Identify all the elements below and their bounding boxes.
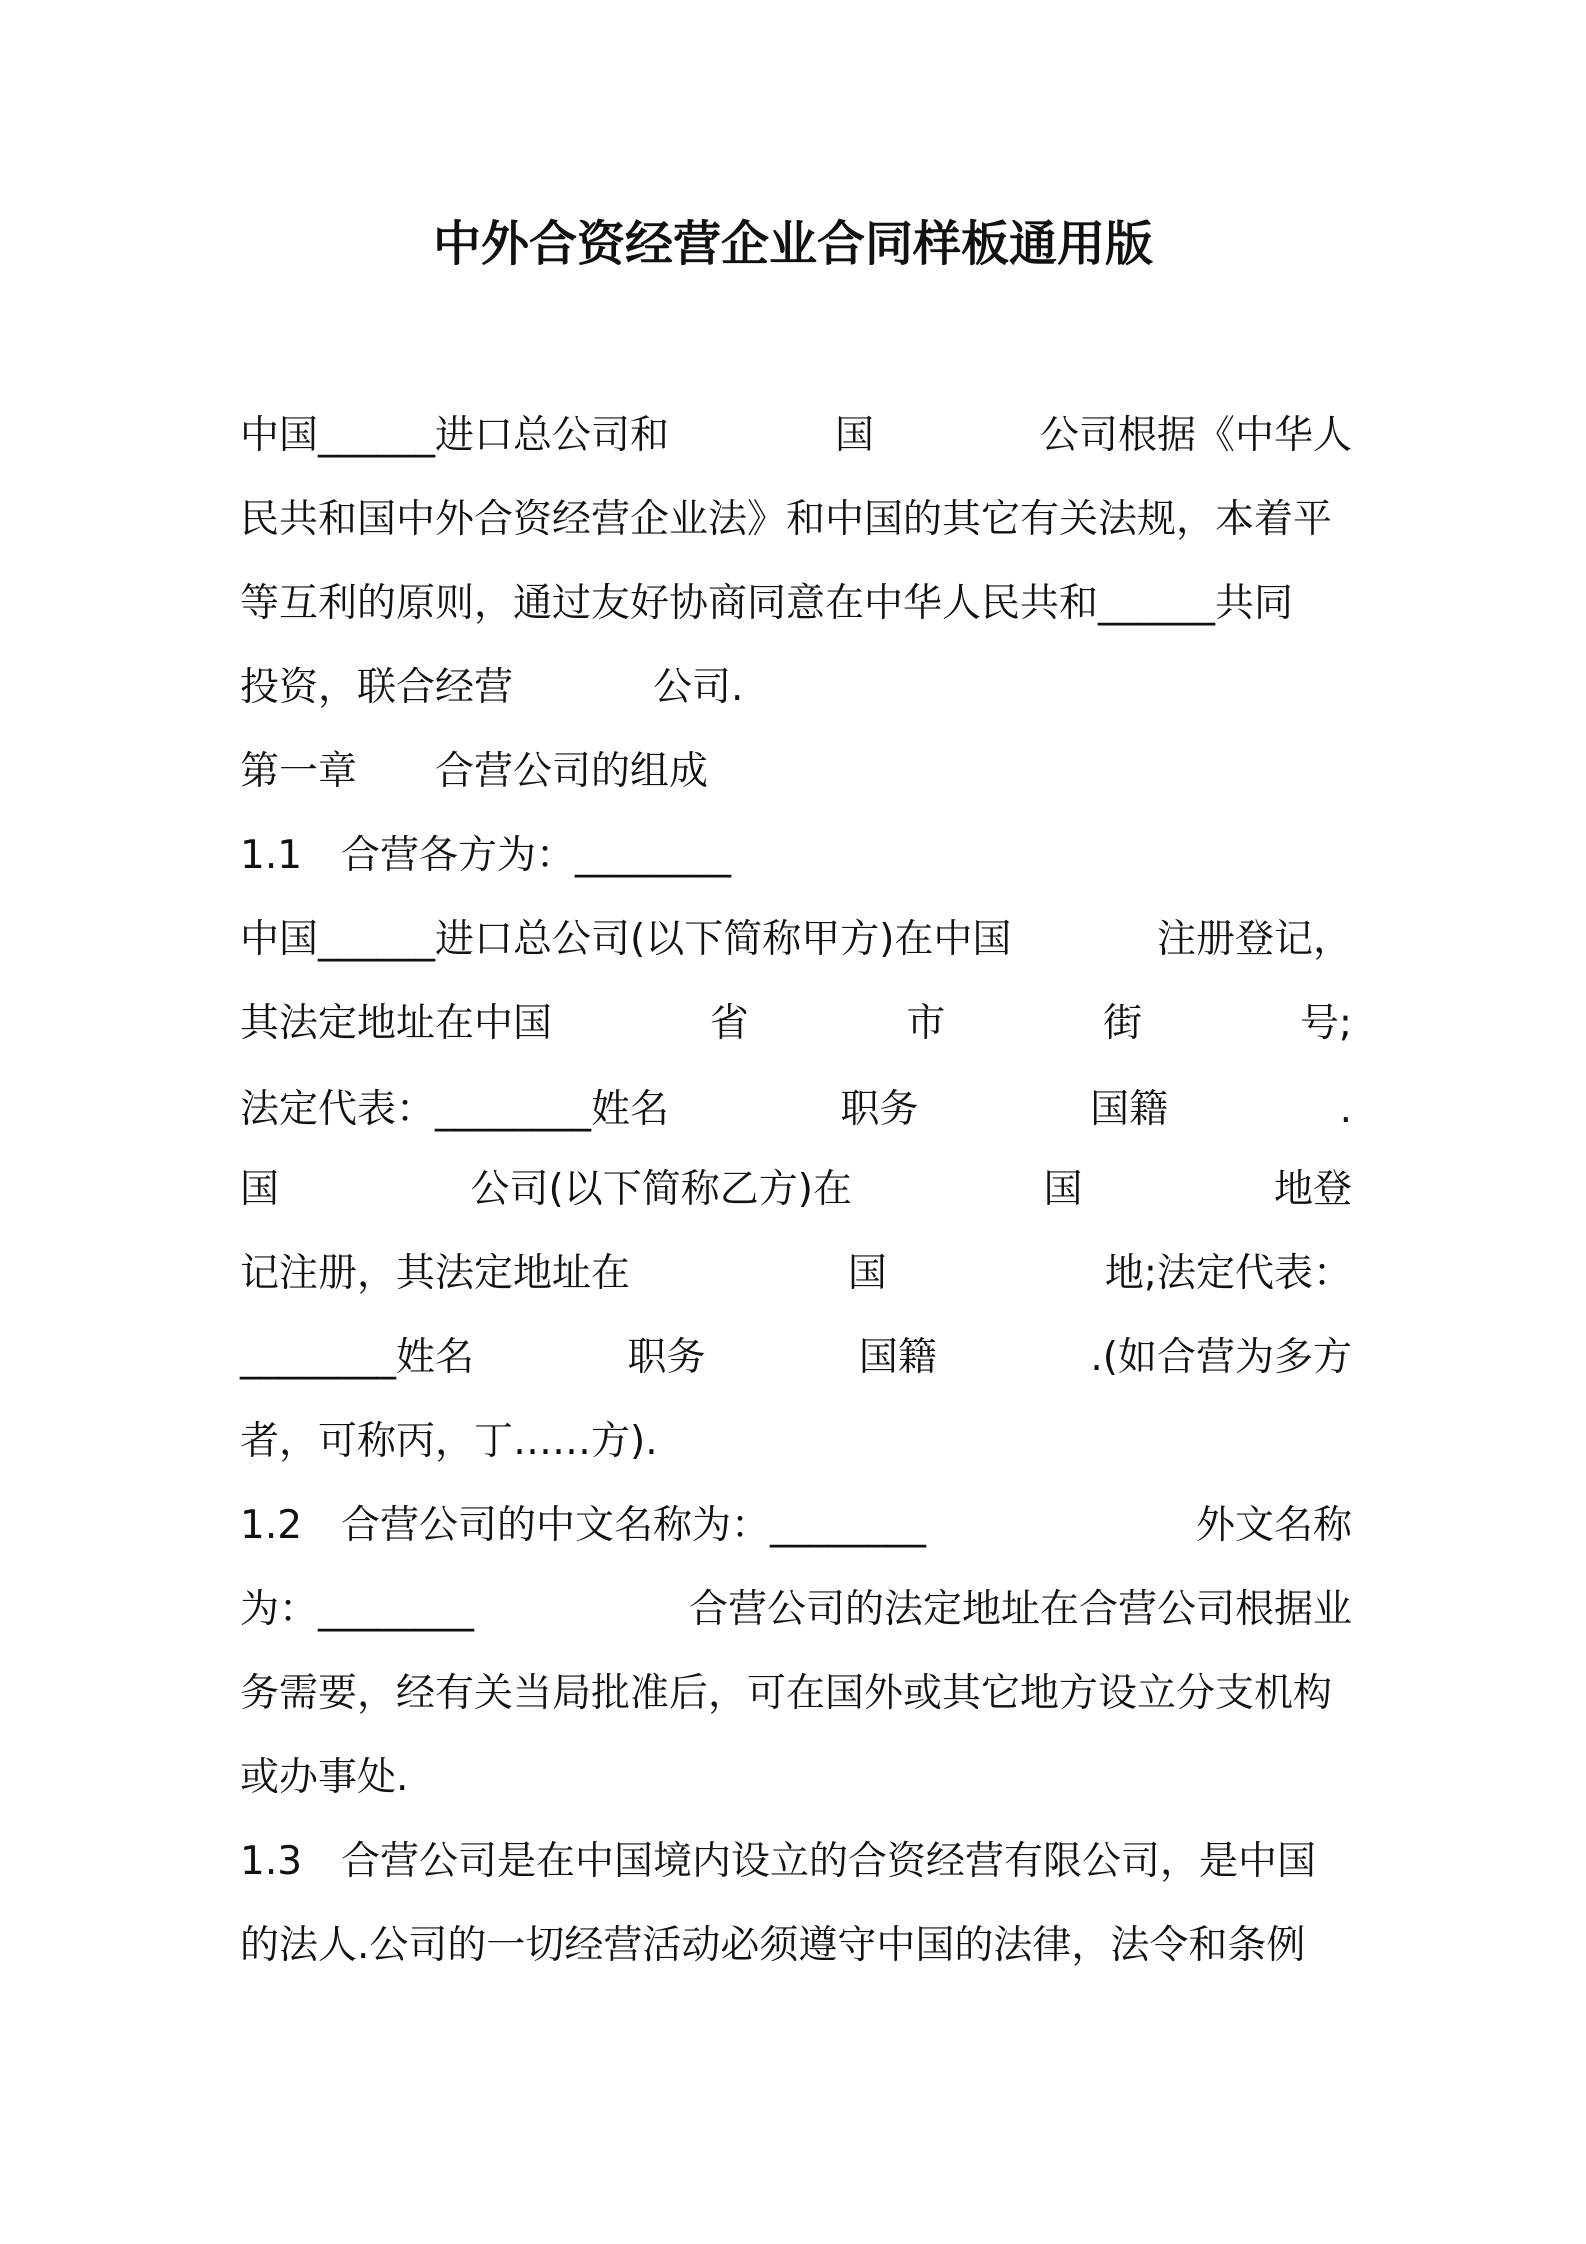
section-1-1-line-4-part-2: 公司(以下简称乙方)在 <box>470 1167 852 1212</box>
section-1-1-line-2-part-4: 街 <box>1103 1001 1143 1046</box>
section-1-2-line-2-part-2: 合营公司的法定地址在合营公司根据业 <box>688 1587 1352 1632</box>
section-1-1-line-5 <box>240 1246 1352 1302</box>
section-1-1-line-5-part-3: 地;法定代表： <box>1104 1251 1352 1296</box>
intro-line-1-part-2: 国 <box>834 413 874 458</box>
section-1-1-line-2-part-3: 市 <box>906 1001 946 1046</box>
section-1-1-line-3-part-4: . <box>1339 1087 1352 1132</box>
section-1-1-line-2-part-5: 号; <box>1299 1001 1352 1046</box>
section-1-1-line-1 <box>240 912 1352 968</box>
intro-line-2: 民共和国中外合资经营企业法》和中国的其它有关法规，本着平 <box>240 497 1333 542</box>
intro-line-1-part-1: 中国______进口总公司和 <box>240 413 670 458</box>
section-1-1-line-2-part-1: 其法定地址在中国 <box>240 1001 553 1046</box>
section-1-2-line-2 <box>240 1582 1352 1638</box>
section-1-3-line-2: 的法人.公司的一切经营活动必须遵守中国的法律，法令和条例 <box>240 1923 1306 1968</box>
section-1-1-line-3 <box>240 1082 1352 1138</box>
section-1-1-line-4 <box>240 1162 1352 1218</box>
intro-line-4-part-1: 投资，联合经营 <box>240 665 514 710</box>
section-1-2-line-1-part-2: 外文名称 <box>1195 1503 1352 1548</box>
section-1-1-line-5-part-2: 国 <box>847 1251 887 1296</box>
document-title: 中外合资经营企业合同样板通用版 <box>432 216 1153 272</box>
section-1-1-line-5-part-1: 记注册，其法定地址在 <box>240 1251 631 1296</box>
intro-line-1 <box>240 408 1352 464</box>
section-1-1-line-3-part-2: 职务 <box>840 1087 919 1132</box>
intro-line-1-part-3: 公司根据《中华人 <box>1039 413 1352 458</box>
section-1-1-heading: 1.1 合营各方为：________ <box>240 833 732 878</box>
section-1-2-line-2-part-1: 为：________ <box>240 1587 475 1632</box>
section-1-2-line-4: 或办事处. <box>240 1755 409 1800</box>
section-1-1-line-1-part-2: 注册登记， <box>1156 917 1352 962</box>
section-1-1-line-3-part-1: 法定代表：________姓名 <box>240 1087 670 1132</box>
section-1-1-line-6-part-2: 职务 <box>627 1335 706 1380</box>
intro-line-4 <box>240 660 840 716</box>
section-1-1-line-6-part-1: ________姓名 <box>240 1335 475 1380</box>
section-1-1-line-2-part-2: 省 <box>709 1001 749 1046</box>
chapter-1-heading: 第一章 合营公司的组成 <box>240 749 709 794</box>
intro-line-3: 等互利的原则，通过友好协商同意在中华人民共和______共同 <box>240 581 1294 626</box>
section-1-1-line-4-part-1: 国 <box>240 1167 280 1212</box>
section-1-3-line-1: 1.3 合营公司是在中国境内设立的合资经营有限公司，是中国 <box>240 1839 1317 1884</box>
section-1-2-line-3: 务需要，经有关当局批准后，可在国外或其它地方设立分支机构 <box>240 1671 1333 1716</box>
section-1-1-line-2 <box>240 996 1352 1052</box>
section-1-1-line-6-part-3: 国籍 <box>858 1335 937 1380</box>
intro-line-4-part-2: 公司. <box>653 665 744 710</box>
section-1-1-line-6 <box>240 1330 1352 1386</box>
section-1-1-line-3-part-3: 国籍 <box>1090 1087 1169 1132</box>
section-1-1-line-7: 者，可称丙，丁……方). <box>240 1419 658 1464</box>
section-1-1-line-1-part-1: 中国______进口总公司(以下简称甲方)在中国 <box>240 917 1012 962</box>
section-1-2-line-1 <box>240 1498 1352 1554</box>
section-1-1-line-6-part-4: .(如合营为多方 <box>1090 1335 1352 1380</box>
section-1-2-line-1-part-1: 1.2 合营公司的中文名称为：________ <box>240 1503 927 1548</box>
section-1-1-line-4-part-4: 地登 <box>1273 1167 1352 1212</box>
section-1-1-line-4-part-3: 国 <box>1043 1167 1083 1212</box>
